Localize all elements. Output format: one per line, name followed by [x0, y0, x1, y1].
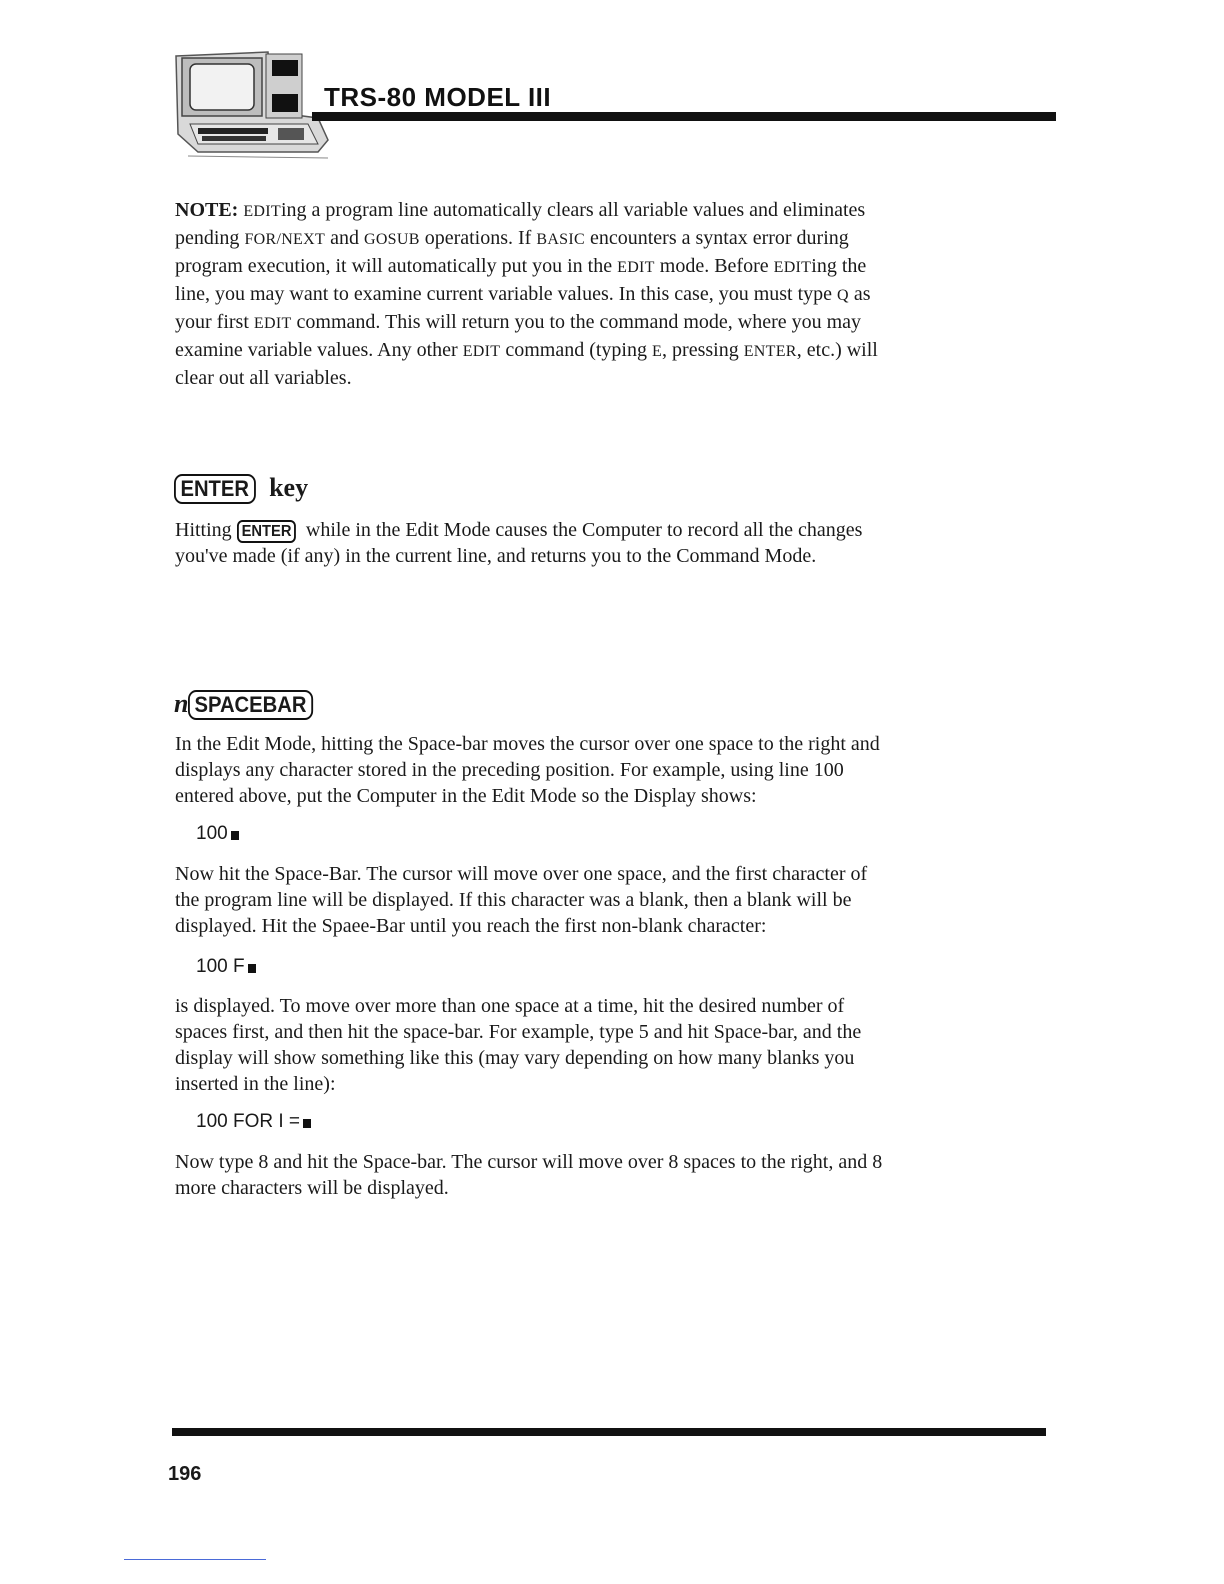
- note-smallcaps: Q: [837, 287, 849, 304]
- note-label: NOTE:: [175, 199, 239, 221]
- note-text: encounters a syntax error during program execution, it will automatically put you in the: [175, 227, 849, 277]
- note-text: ing a program line automatically clears all variable values and eliminates pending: [175, 199, 866, 249]
- spacebar-heading: [174, 688, 324, 720]
- note-text: and: [325, 227, 364, 249]
- note-smallcaps: EDIT: [773, 259, 812, 276]
- note-text: mode. Before: [654, 255, 774, 277]
- n-variable: n: [174, 689, 189, 718]
- note-text: command (typing: [500, 339, 652, 361]
- enter-text: while in the Edit Mode causes the Computer to record all the changes you've made (if any) in the current line, and returns you to the Command Mode.: [175, 519, 863, 567]
- block-cursor-icon: [303, 1119, 311, 1128]
- enter-text: Hitting: [175, 519, 237, 541]
- header-title: TRS-80 MODEL III: [324, 82, 552, 112]
- corner-line: [124, 1559, 266, 1560]
- enter-key-heading: [174, 472, 308, 504]
- footer-rule: [172, 1428, 1046, 1436]
- note-text: , pressing: [662, 339, 744, 361]
- note-smallcaps: EDIT: [462, 343, 501, 360]
- code-text: 100 F: [196, 956, 245, 977]
- spacebar-keycap-icon: SPACEBAR: [188, 690, 313, 720]
- code-text: 100: [196, 823, 228, 844]
- code-line-3: [196, 1110, 311, 1134]
- note-text: , etc.) will clear out all variables.: [175, 339, 878, 389]
- enter-keycap-icon: ENTER: [174, 474, 255, 504]
- spacebar-paragraph-4: Now type 8 and hit the Space-bar. The cursor will move over 8 spaces to the right, and 8 more characters will be displayed.: [175, 1151, 883, 1199]
- block-cursor-icon: [231, 831, 239, 840]
- block-cursor-icon: [248, 964, 256, 973]
- note-smallcaps: ENTER: [743, 343, 797, 360]
- note-smallcaps: EDIT: [253, 315, 292, 332]
- header-rule: [312, 112, 1056, 121]
- spacebar-paragraph-1: In the Edit Mode, hitting the Space-bar moves the cursor over one space to the right and displays any character stored in the preceding position. For example, using line 100 entered above, put the Computer in the Edit Mode so the Display shows:: [175, 733, 880, 807]
- spacebar-paragraph-3: is displayed. To move over more than one space at a time, hit the desired number of spaces first, and then hit the space-bar. For example, type 5 and hit Space-bar, and the display will show something like this (may vary depending on how many blanks you inserted in the line):: [175, 995, 862, 1095]
- note-text: operations. If: [419, 227, 537, 249]
- code-line-2: [196, 955, 256, 979]
- spacebar-paragraph-2: Now hit the Space-Bar. The cursor will move over one space, and the first character of the program line will be displayed. If this character was a blank, then a blank will be displayed. Hit the Spaee-Bar until you reach the first non-blank character:: [175, 863, 868, 937]
- note-smallcaps: E: [651, 343, 663, 360]
- note-smallcaps: FOR/NEXT: [244, 231, 326, 248]
- enter-paragraph: [175, 517, 895, 569]
- trs80-computer-icon: [168, 48, 336, 163]
- note-smallcaps: GOSUB: [363, 231, 420, 248]
- page-number: 196: [168, 1463, 202, 1485]
- note-smallcaps: EDIT: [243, 203, 281, 220]
- note-text: ing the line, you may want to examine current variable values. In this case, you must type: [175, 255, 867, 305]
- code-line-1: [196, 822, 239, 846]
- note-smallcaps: EDIT: [617, 259, 655, 276]
- enter-keycap-inline-icon: ENTER: [237, 520, 296, 543]
- note-paragraph: [175, 197, 895, 391]
- note-text: as your first: [175, 283, 871, 333]
- note-smallcaps: BASIC: [536, 231, 585, 248]
- enter-heading-suffix: key: [262, 473, 309, 502]
- note-text: command. This will return you to the command mode, where you may examine variable values. Any other: [175, 311, 862, 361]
- code-text: 100 FOR I =: [196, 1111, 301, 1132]
